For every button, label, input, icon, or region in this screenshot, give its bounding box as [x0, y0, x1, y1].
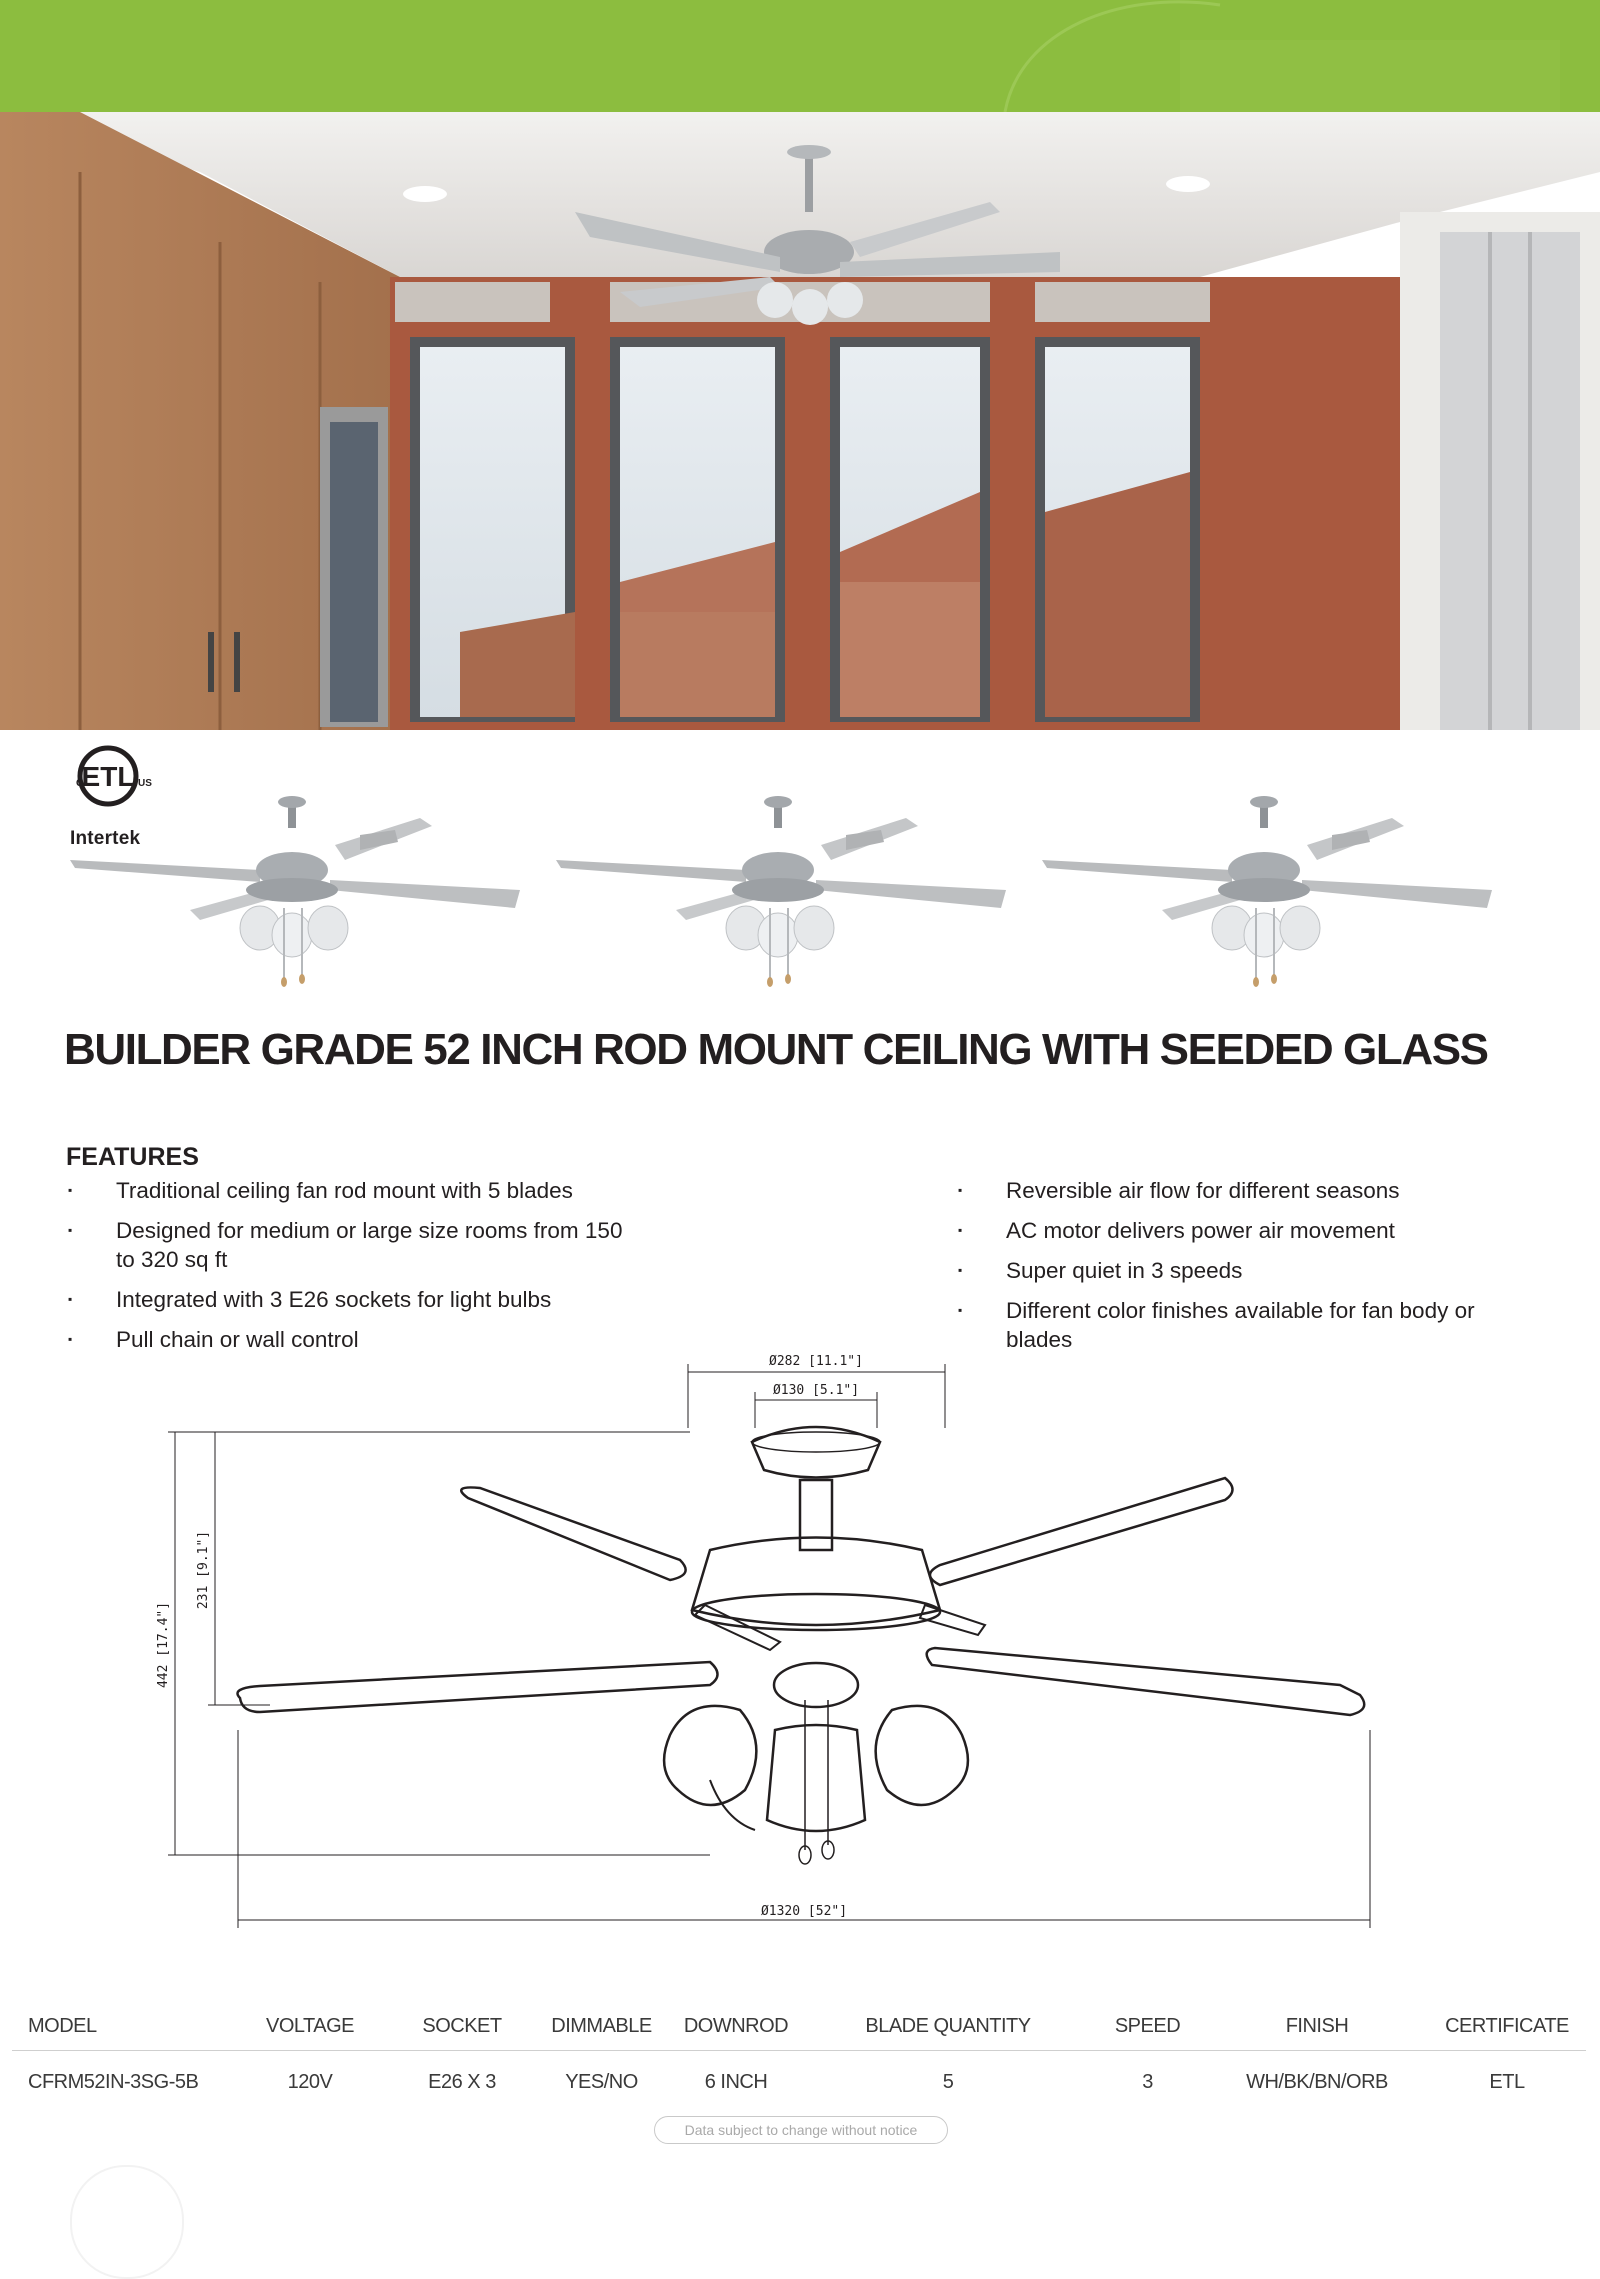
- features-heading: FEATURES: [66, 1143, 199, 1171]
- features-list-left: [66, 1176, 646, 1365]
- ceiling-fan-photo: [546, 790, 1026, 1010]
- feature-item: ▪ Reversible air flow for different seasons: [956, 1176, 1516, 1205]
- table-header: FINISH: [1206, 2002, 1428, 2051]
- feature-item: ▪ AC motor delivers power air movement: [956, 1216, 1516, 1245]
- table-header: BLADE QUANTITY: [807, 2002, 1089, 2051]
- dim-canopy-inner-label: Ø130 [5.1"]: [772, 1383, 860, 1398]
- dim-blade-height-label: 231 [9.1"]: [196, 1530, 211, 1610]
- table-cell: 5: [942, 2070, 954, 2093]
- table-cell: 120V: [287, 2070, 333, 2093]
- feature-item: ▪ Traditional ceiling fan rod mount with 5 blades: [66, 1176, 646, 1205]
- dim-span-label: Ø1320 [52"]: [760, 1904, 848, 1919]
- table-cell: YES/NO: [565, 2070, 638, 2093]
- feature-item: ▪ Super quiet in 3 speeds: [956, 1256, 1516, 1285]
- table-cell: 3: [1142, 2070, 1153, 2093]
- table-header: SPEED: [1089, 2002, 1206, 2051]
- table-row: [12, 2051, 1586, 2114]
- table-cell: 6 INCH: [704, 2070, 768, 2093]
- ceiling-fan-photo: [1032, 790, 1512, 1010]
- table-cell: WH/BK/BN/ORB: [1246, 2070, 1388, 2093]
- svg-text:C: C: [76, 778, 84, 789]
- dim-total-height-label: 442 [17.4"]: [156, 1601, 171, 1689]
- certification-brand: Intertek: [70, 828, 141, 849]
- ceiling-fan-photo: [60, 790, 540, 1010]
- table-cell: CFRM52IN-3SG-5B: [28, 2070, 199, 2093]
- features-list-right: [956, 1176, 1516, 1365]
- feature-item: ▪ Different color finishes available for fan body or blades: [956, 1296, 1516, 1354]
- table-header: CERTIFICATE: [1428, 2002, 1586, 2051]
- table-cell: ETL: [1489, 2070, 1525, 2093]
- feature-item: ▪ Integrated with 3 E26 sockets for light bulbs: [66, 1285, 646, 1314]
- dim-canopy-outer-label: Ø282 [11.1"]: [769, 1354, 863, 1369]
- table-header: SOCKET: [386, 2002, 538, 2051]
- hero-room-photo: [0, 112, 1600, 730]
- table-header: DIMMABLE: [538, 2002, 665, 2051]
- table-header-row: [12, 2002, 1586, 2051]
- table-header: MODEL: [12, 2002, 234, 2051]
- spec-table: [12, 2002, 1586, 2113]
- top-banner: [0, 0, 1600, 112]
- feature-item: ▪ Pull chain or wall control: [66, 1325, 646, 1354]
- banner-watermark-icon: [0, 0, 1600, 112]
- table-header: DOWNROD: [665, 2002, 807, 2051]
- svg-text:ETL: ETL: [81, 761, 135, 792]
- feature-item: ▪ Designed for medium or large size rooms from 150 to 320 sq ft: [66, 1216, 646, 1274]
- product-title: BUILDER GRADE 52 INCH ROD MOUNT CEILING WITH SEEDED GLASS: [64, 1025, 1488, 1074]
- notice-badge: Data subject to change without notice: [654, 2116, 948, 2144]
- table-header: VOLTAGE: [234, 2002, 386, 2051]
- svg-text:US: US: [138, 778, 152, 789]
- dimension-drawing: [150, 1350, 1380, 1930]
- table-cell: E26 X 3: [428, 2070, 496, 2093]
